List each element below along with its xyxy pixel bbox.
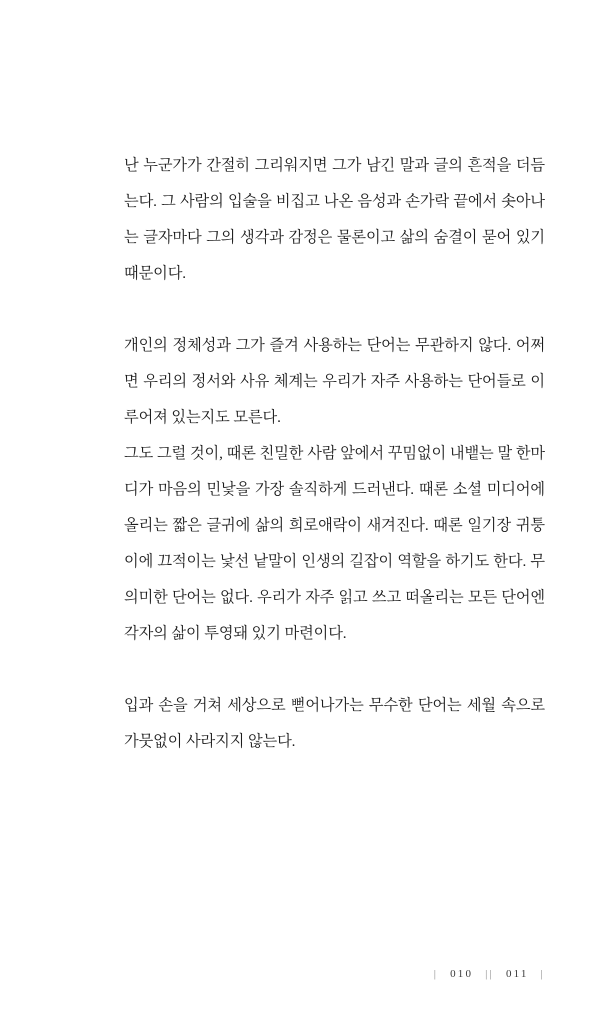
paragraph-3: 그도 그럴 것이, 때론 친밀한 사람 앞에서 꾸밈없이 내뱉는 말 한마디가 마음의 민낯을 가장 솔직하게 드러낸다. 때론 소셜 미디어에 올리는 짧은 글귀에 삶의 희로애락이 새겨진다. 때론 일기장 귀퉁이에 끄적이는 낯선 낱말이 인생의 길잡이 역할을 하기도 한다. 무의미한 단어는 없다. 우리가 자주 읽고 쓰고 떠올리는 모든 단어엔 각자의 삶이 투영돼 있기 마련이다. [124,445,545,642]
paragraph-spacer-2 [124,652,545,688]
page-body [124,148,545,760]
page-footer [0,968,609,980]
paragraph-1: 난 누군가가 간절히 그리워지면 그가 남긴 말과 글의 흔적을 더듬는다. 그 사람의 입술을 비집고 나온 음성과 손가락 끝에서 솟아나는 글자마다 그의 생각과 감정은 물론이고 삶의 숨결이 묻어 있기 때문이다. [124,157,545,282]
page-number-left: 010 [450,968,474,980]
paragraph-4: 입과 손을 거쳐 세상으로 뻗어나가는 무수한 단어는 세월 속으로 가뭇없이 사라지지 않는다. [124,697,545,750]
footer-rule-middle: || [485,968,494,980]
paragraph-spacer [124,292,545,328]
footer-rule-left: | [433,968,439,980]
page-number-right: 011 [505,968,529,980]
paragraph-2: 개인의 정체성과 그가 즐겨 사용하는 단어는 무관하지 않다. 어쩌면 우리의 정서와 사유 체계는 우리가 자주 사용하는 단어들로 이루어져 있는지도 모른다. [124,337,545,426]
footer-rule-right: | [540,968,545,980]
